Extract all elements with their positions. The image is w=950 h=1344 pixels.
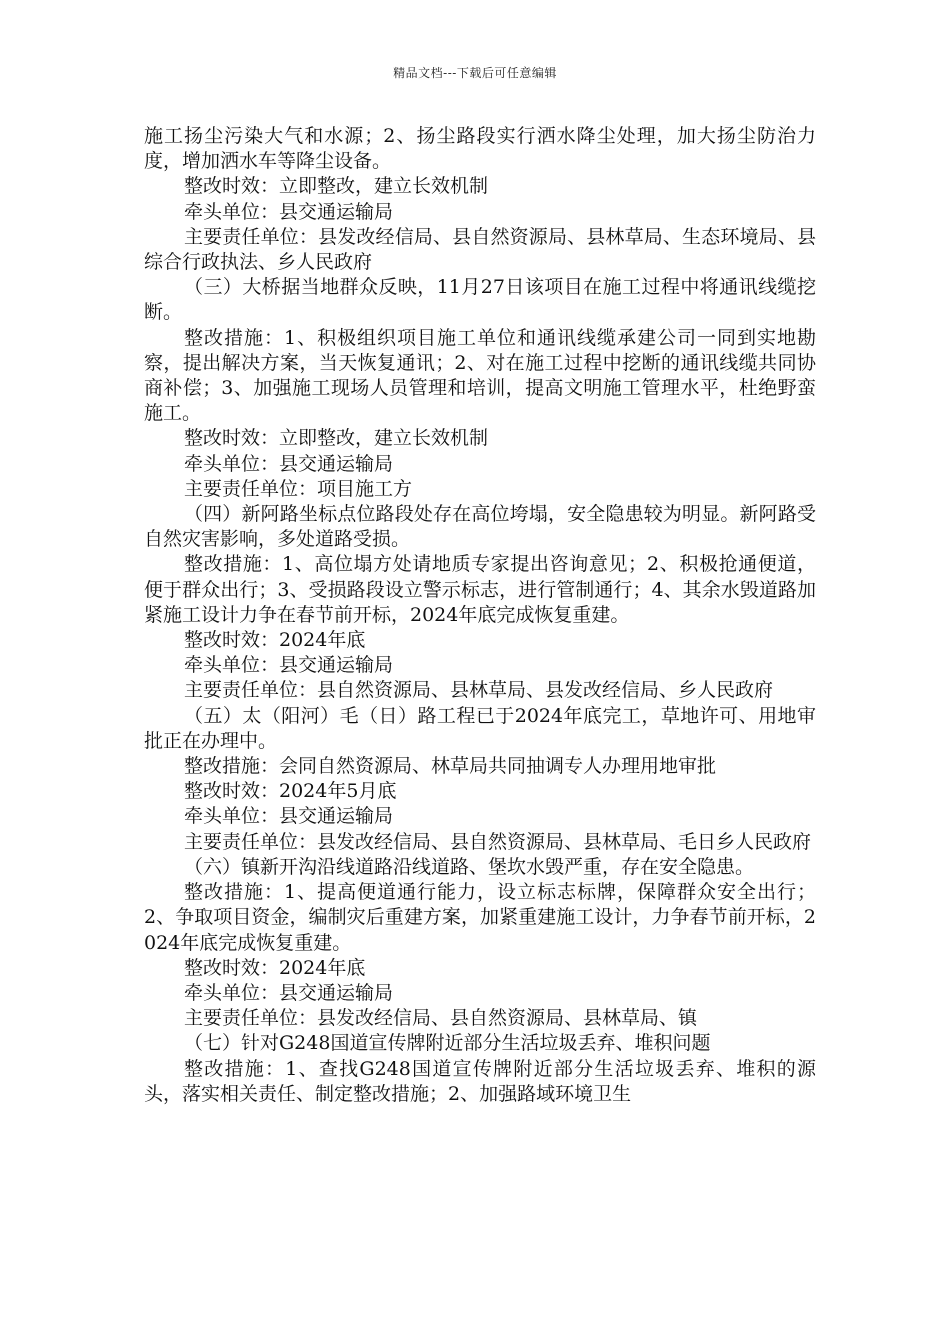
paragraph: 牵头单位：县交通运输局 [184, 654, 394, 677]
paragraph: 施工扬尘污染大气和水源；2、扬尘路段实行洒水降尘处理，加大扬尘防治力度，增加洒水车等降尘设备。 [144, 125, 816, 173]
document-body [144, 124, 816, 1107]
paragraph: 整改措施：会同自然资源局、林草局共同抽调专人办理用地审批 [184, 755, 717, 778]
paragraph: 整改时效：2024年底 [184, 956, 366, 979]
paragraph: 整改时效：2024年5月底 [184, 780, 397, 803]
paragraph: 整改时效：立即整改，建立长效机制 [184, 175, 489, 198]
paragraph: 主要责任单位：县发改经信局、县自然资源局、县林草局、毛日乡人民政府 [184, 830, 812, 853]
paragraph: 整改措施：1、提高便道通行能力，设立标志标牌，保障群众安全出行；2、争取项目资金，编制灾后重建方案，加紧重建施工设计，力争春节前开标，2024年底完成恢复重建。 [144, 881, 816, 954]
section-heading-7: （七）针对G248国道宣传牌附近部分生活垃圾丢弃、堆积问题 [184, 1032, 711, 1055]
paragraph: 牵头单位：县交通运输局 [184, 805, 394, 828]
paragraph: 整改措施：1、查找G248国道宣传牌附近部分生活垃圾丢弃、堆积的源头，落实相关责任、制定整改措施；2、加强路域环境卫生 [144, 1057, 816, 1105]
paragraph: 牵头单位：县交通运输局 [184, 981, 394, 1004]
paragraph: 主要责任单位：县发改经信局、县自然资源局、县林草局、生态环境局、县综合行政执法、乡人民政府 [144, 225, 816, 274]
paragraph: 牵头单位：县交通运输局 [184, 452, 394, 475]
paragraph: 整改时效：2024年底 [184, 629, 366, 652]
paragraph: 主要责任单位：项目施工方 [184, 477, 413, 500]
paragraph: 主要责任单位：县发改经信局、县自然资源局、县林草局、镇 [184, 1007, 698, 1030]
section-heading-6: （六）镇新开沟沿线道路沿线道路、堡坎水毁严重，存在安全隐患。 [184, 855, 755, 878]
paragraph: 整改时效：立即整改，建立长效机制 [184, 427, 489, 450]
paragraph: 主要责任单位：县自然资源局、县林草局、县发改经信局、乡人民政府 [184, 679, 774, 702]
page-header: 精品文档---下载后可任意编辑 [393, 66, 557, 80]
paragraph: 整改措施：1、高位塌方处请地质专家提出咨询意见；2、积极抢通便道，便于群众出行；3、受损路段设立警示标志，进行管制通行；4、其余水毁道路加紧施工设计力争在春节前开标，2024年底完成恢复重建。 [144, 553, 816, 626]
paragraph: 整改措施：1、积极组织项目施工单位和通讯线缆承建公司一同到实地勘察，提出解决方案，当天恢复通讯；2、对在施工过程中挖断的通讯线缆共同协商补偿；3、加强施工现场人员管理和培训，提高文明施工管理水平，杜绝野蛮施工。 [144, 326, 816, 425]
section-heading-4: （四）新阿路坐标点位路段处存在高位垮塌，安全隐患较为明显。新阿路受自然灾害影响，多处道路受损。 [144, 503, 816, 551]
paragraph: 牵头单位：县交通运输局 [184, 200, 394, 223]
section-heading-3: （三）大桥据当地群众反映，11月27日该项目在施工过程中将通讯线缆挖断。 [144, 276, 816, 324]
section-heading-5: （五）太（阳河）毛（日）路工程已于2024年底完工，草地许可、用地审批正在办理中。 [144, 704, 816, 752]
